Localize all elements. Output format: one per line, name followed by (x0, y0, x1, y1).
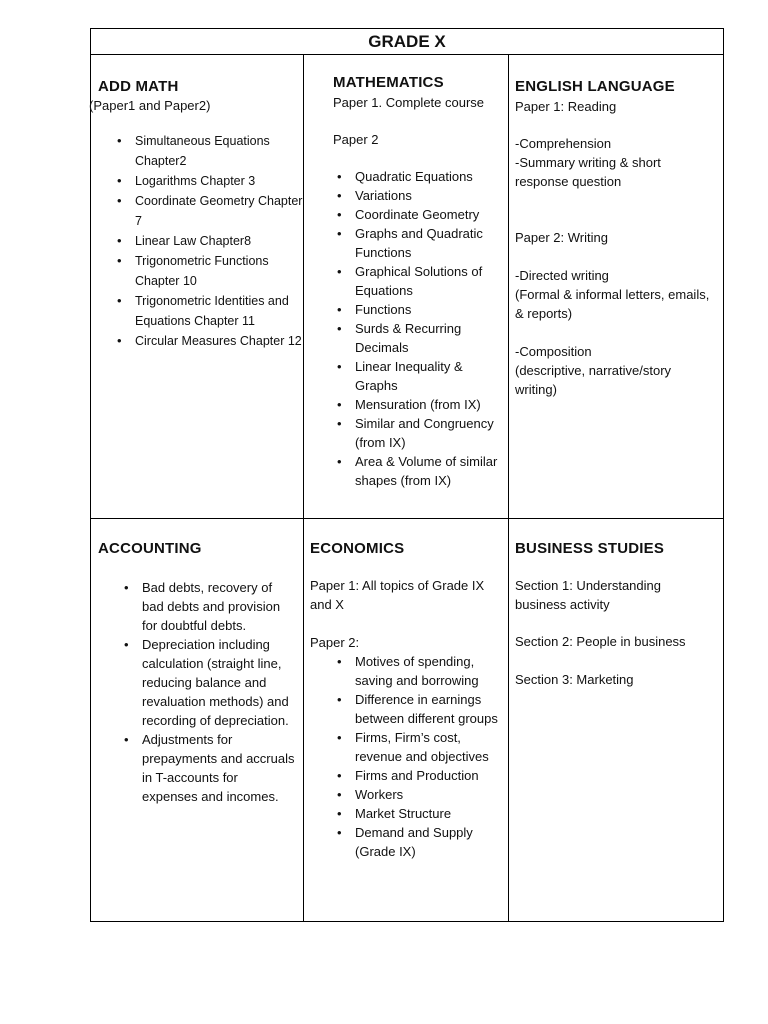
business-heading: BUSINESS STUDIES (515, 540, 665, 557)
accounting-list (120, 578, 297, 806)
list-item: • Bad debts, recovery of bad debts and provision for doubtful debts. (120, 578, 297, 635)
cell-mathematics (304, 55, 509, 519)
list-item: • Firms and Production (333, 766, 504, 785)
accounting-heading: ACCOUNTING (98, 540, 202, 557)
list-item: • Quadratic Equations (333, 167, 504, 186)
mathematics-list (333, 167, 504, 490)
list-item: • Graphical Solutions of Equations (333, 262, 504, 300)
english-summary: -Summary writing & short response question (515, 155, 661, 189)
list-item: • Motives of spending, saving and borrowing (333, 652, 504, 690)
list-item: • Workers (333, 785, 504, 804)
business-section1: Section 1: Understanding business activity (515, 578, 661, 612)
list-item: • Market Structure (333, 804, 504, 823)
english-directed-detail: (Formal & informal letters, emails, & reports) (515, 287, 710, 321)
table-title: GRADE X (91, 29, 724, 55)
list-item: • Trigonometric Functions Chapter 10 (113, 251, 303, 291)
english-directed-writing: -Directed writing (515, 268, 609, 283)
english-composition-detail: (descriptive, narrative/story writing) (515, 363, 672, 397)
list-item: • Graphs and Quadratic Functions (333, 224, 504, 262)
mathematics-heading: MATHEMATICS (333, 74, 444, 91)
english-paper1: Paper 1: Reading (515, 99, 617, 114)
english-composition: -Composition (515, 344, 592, 359)
list-item: • Linear Law Chapter8 (113, 231, 303, 251)
list-item: • Logarithms Chapter 3 (113, 171, 303, 191)
economics-paper1: Paper 1: All topics of Grade IX and X (310, 578, 485, 612)
english-heading: ENGLISH LANGUAGE (515, 78, 675, 95)
cell-add-math (91, 55, 304, 519)
list-item: • Similar and Congruency (from IX) (333, 414, 504, 452)
list-item: • Variations (333, 186, 504, 205)
list-item: • Difference in earnings between different groups (333, 690, 504, 728)
add-math-heading: ADD MATH (98, 78, 179, 95)
list-item: • Coordinate Geometry (333, 205, 504, 224)
economics-paper2: Paper 2: (310, 635, 360, 650)
list-item: • Adjustments for prepayments and accruals in T-accounts for expenses and incomes. (120, 730, 297, 806)
cell-english-language (509, 55, 724, 519)
list-item: • Coordinate Geometry Chapter 7 (113, 191, 303, 231)
list-item: • Functions (333, 300, 504, 319)
economics-heading: ECONOMICS (310, 540, 405, 557)
cell-accounting (91, 519, 304, 922)
cell-business-studies (509, 519, 724, 922)
english-paper2: Paper 2: Writing (515, 230, 608, 245)
list-item: • Depreciation including calculation (straight line, reducing balance and revaluation methods) and recording of depreciation. (120, 635, 297, 730)
english-comprehension: -Comprehension (515, 136, 612, 151)
list-item: • Simultaneous Equations Chapter2 (113, 131, 303, 171)
business-section2: Section 2: People in business (515, 634, 686, 649)
syllabus-table (90, 28, 724, 922)
list-item: • Surds & Recurring Decimals (333, 319, 504, 357)
list-item: • Area & Volume of similar shapes (from IX) (333, 452, 504, 490)
list-item: • Firms, Firm’s cost, revenue and objectives (333, 728, 504, 766)
list-item: • Mensuration (from IX) (333, 395, 504, 414)
economics-list (333, 652, 504, 861)
cell-economics (304, 519, 509, 922)
mathematics-paper2: Paper 2 (333, 132, 379, 147)
business-section3: Section 3: Marketing (515, 672, 634, 687)
list-item: • Linear Inequality & Graphs (333, 357, 504, 395)
list-item: • Circular Measures Chapter 12 (113, 331, 303, 351)
mathematics-paper1: Paper 1. Complete course (333, 95, 485, 110)
add-math-subheading: (Paper1 and Paper2) (89, 98, 211, 113)
list-item: • Trigonometric Identities and Equations Chapter 11 (113, 291, 303, 331)
add-math-list (113, 131, 303, 351)
list-item: • Demand and Supply (Grade IX) (333, 823, 504, 861)
